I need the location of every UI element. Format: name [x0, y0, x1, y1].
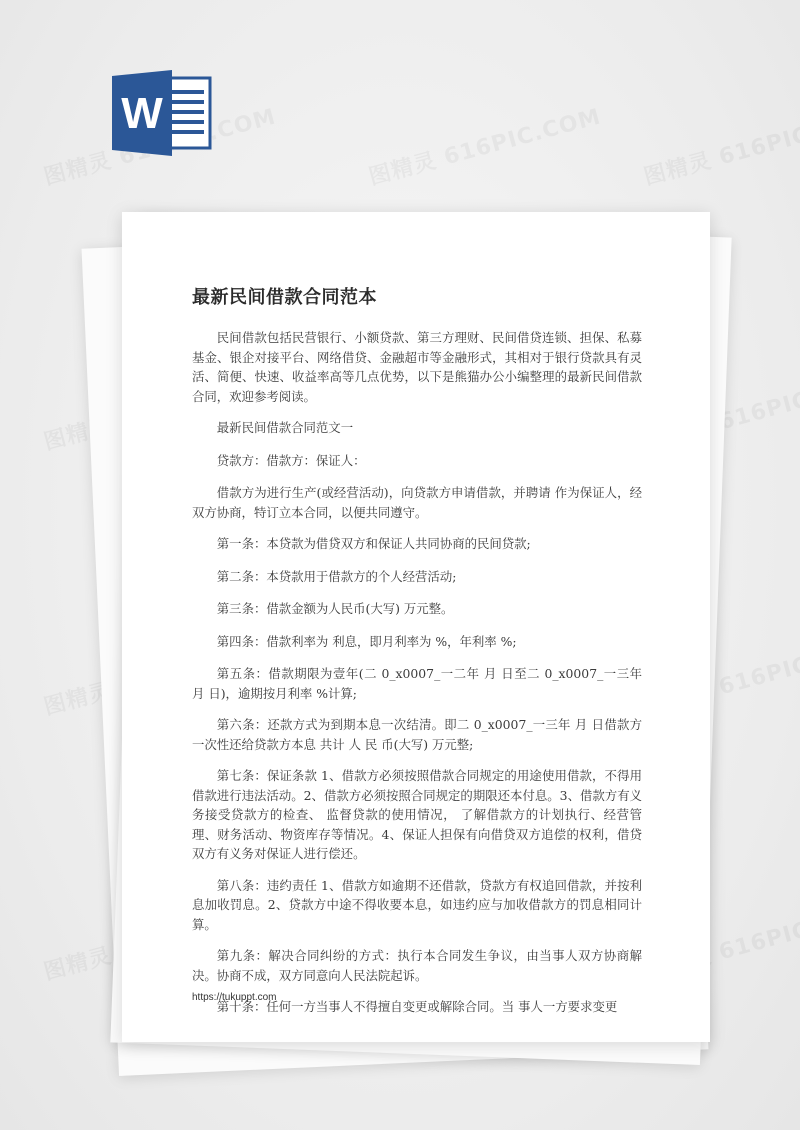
intro-paragraph: 民间借款包括民营银行、小额贷款、第三方理财、民间借贷连锁、担保、私募基金、银企对接平台、网络借贷、金融超市等金融形式，其相对于银行贷款具有灵活、简便、快速、收益率高等几点优势，以下是熊猫办公小编整理的最新民间借款合同，欢迎参考阅读。 [192, 330, 642, 404]
clause-2: 第二条：本贷款用于借款方的个人经营活动; [216, 568, 457, 584]
clause-8: 第八条：违约责任 1、借款方如逾期不还借款，贷款方有权追回借款，并按利息加收罚息。2、贷款方中途不得收要本息，如违约应与加收借款方的罚息相同计算。 [192, 877, 642, 932]
clause-5: 第五条：借款期限为壹年(二 0_x0007_一二年 月 日至二 0_x0007_一三年 月 日)，逾期按月利率 %计算; [192, 666, 642, 701]
clause-10: 第十条：任何一方当事人不得擅自变更或解除合同。当 事人一方要求变更 [216, 999, 618, 1014]
clause-4: 第四条：借款利率为 利息，即月利率为 %，年利率 %; [216, 633, 517, 649]
section-heading: 最新民间借款合同范文一 [216, 420, 354, 435]
document-page [122, 212, 710, 1042]
preamble-paragraph: 借款方为进行生产(或经营活动)，向贷款方申请借款，并聘请 作为保证人，经双方协商，特订立本合同，以便共同遵守。 [192, 485, 642, 520]
clause-1: 第一条：本贷款为借贷双方和保证人共同协商的民间贷款; [216, 536, 531, 551]
clause-9: 第九条：解决合同纠纷的方式：执行本合同发生争议，由当事人双方协商解决。协商不成，双方同意向人民法院起诉。 [192, 948, 642, 983]
document-title: 最新民间借款合同范本 [192, 287, 377, 308]
word-icon [110, 70, 214, 156]
clause-7: 第七条：保证条款 1、借款方必须按照借款合同规定的用途使用借款，不得用借款进行违法活动。2、借款方必须按照合同规定的期限还本付息。3、借款方有义务接受贷款方的检查、 监督贷款的使用情况， 了解借款方的计划执行、经营管理、财务活动、物资库存等情况。4、保证人担保有向借贷双方追偿的权利，借贷双方有义务对保证人进行偿还。 [192, 768, 642, 861]
parties-line: 贷款方：借款方：保证人： [216, 452, 366, 468]
footer-url: https://tukuppt.com [192, 992, 277, 1003]
document-body [192, 328, 642, 1029]
word-logo-letter: W [121, 89, 163, 138]
clause-6: 第六条：还款方式为到期本息一次结清。即二 0_x0007_一三年 月 日借款方一次性还给贷款方本息 共计 人 民 币(大写) 万元整; [192, 717, 642, 752]
clause-3: 第三条：借款金额为人民币(大写) 万元整。 [216, 601, 454, 616]
